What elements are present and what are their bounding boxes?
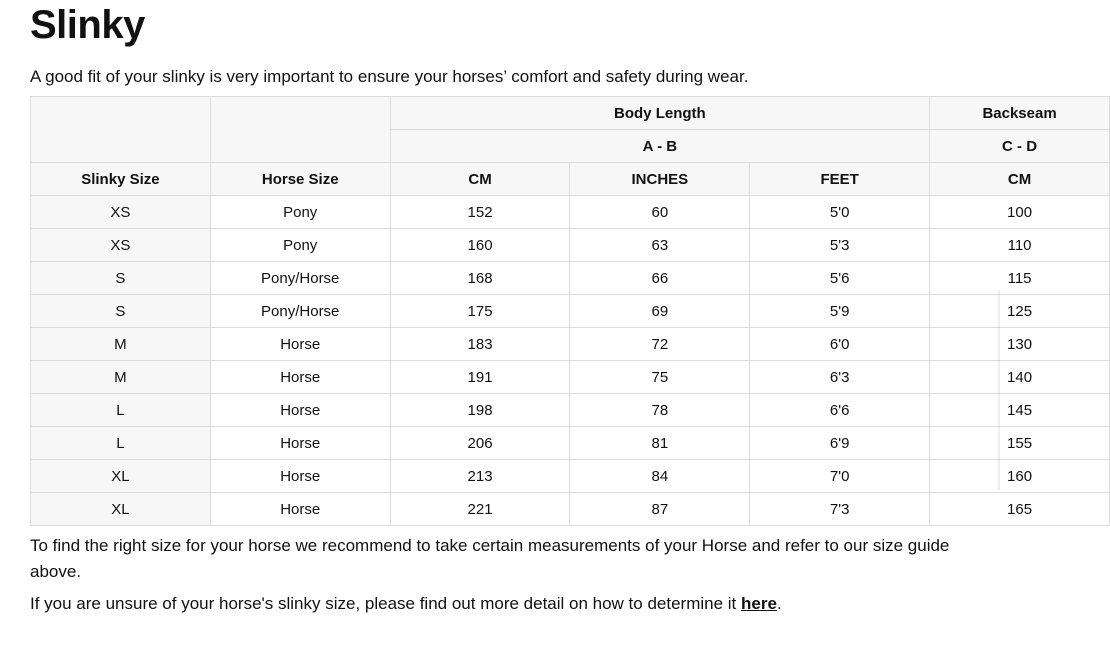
backseam-cm-cell: 155 <box>930 427 1110 460</box>
backseam-cm-cell: 145 <box>930 394 1110 427</box>
slinky-size-cell: XL <box>31 493 211 526</box>
table-row <box>31 262 1110 295</box>
table-row <box>31 328 1110 361</box>
column-header-feet: FEET <box>750 163 930 196</box>
backseam-cm-cell: 130 <box>930 328 1110 361</box>
body-length-subheader: A - B <box>390 130 929 163</box>
horse-size-cell: Horse <box>210 361 390 394</box>
backseam-cm-cell: 160 <box>930 460 1110 493</box>
backseam-cm-cell: 100 <box>930 196 1110 229</box>
table-row <box>31 427 1110 460</box>
length-cm-cell: 168 <box>390 262 570 295</box>
length-inches-cell: 66 <box>570 262 750 295</box>
table-row <box>31 295 1110 328</box>
length-cm-cell: 198 <box>390 394 570 427</box>
length-inches-cell: 60 <box>570 196 750 229</box>
scroll-shadow <box>996 290 1000 490</box>
here-link[interactable]: here <box>741 594 777 613</box>
table-row <box>31 493 1110 526</box>
table-row <box>31 229 1110 262</box>
length-inches-cell: 84 <box>570 460 750 493</box>
body-length-header: Body Length <box>390 97 929 130</box>
column-header-row <box>31 163 1110 196</box>
slinky-size-cell: XL <box>31 460 211 493</box>
column-header-backseam-cm: CM <box>930 163 1110 196</box>
length-feet-cell: 7'3 <box>750 493 930 526</box>
horse-size-cell: Horse <box>210 328 390 361</box>
length-cm-cell: 152 <box>390 196 570 229</box>
table-row <box>31 394 1110 427</box>
length-cm-cell: 221 <box>390 493 570 526</box>
column-header-slinky-size: Slinky Size <box>31 163 211 196</box>
length-cm-cell: 191 <box>390 361 570 394</box>
help-text <box>30 591 990 617</box>
size-table-container[interactable] <box>30 96 1057 526</box>
backseam-cm-cell: 110 <box>930 229 1110 262</box>
length-inches-cell: 63 <box>570 229 750 262</box>
slinky-size-cell: L <box>31 427 211 460</box>
empty-header-cell <box>31 97 211 163</box>
slinky-size-cell: S <box>31 295 211 328</box>
table-row <box>31 361 1110 394</box>
backseam-cm-cell: 140 <box>930 361 1110 394</box>
backseam-cm-cell: 115 <box>930 262 1110 295</box>
length-inches-cell: 72 <box>570 328 750 361</box>
table-row <box>31 196 1110 229</box>
horse-size-cell: Pony/Horse <box>210 262 390 295</box>
length-feet-cell: 5'6 <box>750 262 930 295</box>
horse-size-cell: Horse <box>210 460 390 493</box>
length-cm-cell: 206 <box>390 427 570 460</box>
group-header-row <box>31 97 1110 130</box>
backseam-subheader: C - D <box>930 130 1110 163</box>
length-cm-cell: 160 <box>390 229 570 262</box>
horse-size-cell: Pony <box>210 196 390 229</box>
slinky-size-cell: XS <box>31 229 211 262</box>
length-cm-cell: 183 <box>390 328 570 361</box>
size-table <box>30 96 1110 526</box>
empty-header-cell <box>210 97 390 163</box>
slinky-size-cell: M <box>31 328 211 361</box>
length-feet-cell: 5'3 <box>750 229 930 262</box>
length-inches-cell: 87 <box>570 493 750 526</box>
length-cm-cell: 213 <box>390 460 570 493</box>
intro-text: A good fit of your slinky is very important to ensure your horses’ comfort and safety during wear. <box>30 67 749 86</box>
slinky-size-cell: L <box>31 394 211 427</box>
column-header-cm: CM <box>390 163 570 196</box>
page-title: Slinky <box>30 3 145 47</box>
length-inches-cell: 78 <box>570 394 750 427</box>
length-feet-cell: 6'6 <box>750 394 930 427</box>
length-feet-cell: 6'0 <box>750 328 930 361</box>
measurement-advice-text: To find the right size for your horse we recommend to take certain measurements of your Horse and refer to our size guide above. <box>30 536 950 581</box>
length-feet-cell: 6'3 <box>750 361 930 394</box>
length-inches-cell: 81 <box>570 427 750 460</box>
help-text-body: If you are unsure of your horse's slinky size, please find out more detail on how to determine it <box>30 594 742 613</box>
horse-size-cell: Horse <box>210 427 390 460</box>
horse-size-cell: Pony/Horse <box>210 295 390 328</box>
column-header-horse-size: Horse Size <box>210 163 390 196</box>
help-text-end: . <box>776 594 782 613</box>
length-inches-cell: 69 <box>570 295 750 328</box>
table-row <box>31 460 1110 493</box>
backseam-header: Backseam <box>930 97 1110 130</box>
length-feet-cell: 5'9 <box>750 295 930 328</box>
length-inches-cell: 75 <box>570 361 750 394</box>
backseam-cm-cell: 165 <box>930 493 1110 526</box>
length-feet-cell: 7'0 <box>750 460 930 493</box>
length-feet-cell: 6'9 <box>750 427 930 460</box>
column-header-inches: INCHES <box>570 163 750 196</box>
length-cm-cell: 175 <box>390 295 570 328</box>
slinky-size-cell: XS <box>31 196 211 229</box>
horse-size-cell: Pony <box>210 229 390 262</box>
slinky-size-cell: M <box>31 361 211 394</box>
horse-size-cell: Horse <box>210 493 390 526</box>
backseam-cm-cell: 125 <box>930 295 1110 328</box>
length-feet-cell: 5'0 <box>750 196 930 229</box>
slinky-size-cell: S <box>31 262 211 295</box>
horse-size-cell: Horse <box>210 394 390 427</box>
